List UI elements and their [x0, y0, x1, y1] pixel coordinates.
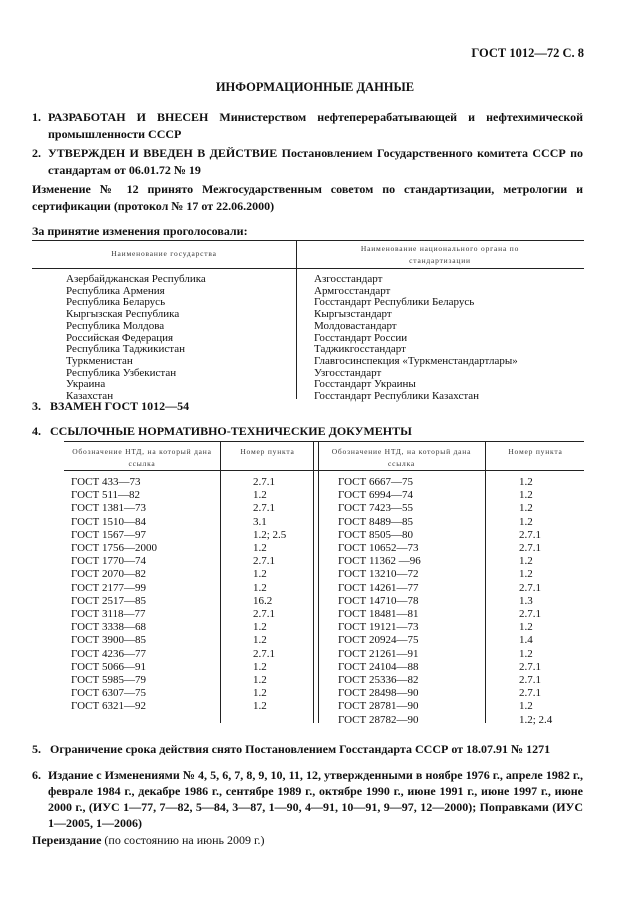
ref-doc-cell: ГОСТ 1567—97	[71, 528, 146, 541]
ref-item-cell: 1.4	[519, 634, 533, 647]
reissue-note	[32, 833, 265, 848]
ref-doc-cell: ГОСТ 28498—90	[338, 687, 419, 700]
ref-doc-cell: ГОСТ 20924—75	[338, 634, 419, 647]
ref-item-cell: 1.2	[253, 660, 267, 673]
ref-doc-cell: ГОСТ 8505—80	[338, 528, 413, 541]
ref-doc-cell: ГОСТ 3338—68	[71, 621, 146, 634]
ref-doc-cell: ГОСТ 8489—85	[338, 515, 413, 528]
section-lead: РАЗРАБОТАН И ВНЕСЕН	[48, 110, 209, 124]
ref-doc-cell: ГОСТ 18481—81	[338, 608, 419, 620]
section-2	[32, 145, 583, 179]
section-1	[32, 109, 583, 143]
section-text: Министерством нефтеперерабатывающей и нефтехимической промышленности СССР	[48, 110, 583, 141]
ref-item-cell: 1.2	[253, 489, 267, 502]
ref-item-cell: 2.7.1	[519, 608, 541, 620]
ref-item-cell: 1.3	[519, 594, 533, 607]
section-text: ССЫЛОЧНЫЕ НОРМАТИВНО-ТЕХНИЧЕСКИЕ ДОКУМЕНТЫ	[50, 424, 412, 438]
refs-header-doc-right: Обозначение НТД, на который дана ссылка	[331, 447, 472, 468]
voting-state-cell: Республика Молдова	[66, 319, 165, 332]
section-4	[32, 424, 412, 439]
amendment-text: Изменение № 12 принято Межгосударственным советом по стандартизации, метрологии и сертификации (протокол № 17 от 22.06.2000)	[32, 182, 583, 213]
ref-item-cell: 3.1	[253, 515, 267, 528]
ref-doc-cell: ГОСТ 7423—55	[338, 502, 413, 515]
voting-state-cell: Кыргызская Республика	[66, 308, 180, 321]
page-title: ИНФОРМАЦИОННЫЕ ДАННЫЕ	[215, 80, 415, 94]
voting-body-cell: Армгосстандарт	[314, 284, 391, 297]
amendment-note	[32, 181, 583, 215]
voting-body-cell: Госстандарт Республики Казахстан	[314, 390, 480, 402]
ref-doc-cell: ГОСТ 6994—74	[338, 489, 413, 502]
voting-body-cell: Госстандарт Республики Беларусь	[314, 296, 475, 309]
ref-doc-cell: ГОСТ 10652—73	[338, 542, 419, 554]
ref-item-cell: 16.2	[253, 594, 273, 607]
ref-doc-cell: ГОСТ 1381—73	[71, 502, 146, 515]
ref-item-cell: 1.2	[519, 515, 533, 528]
ref-item-cell: 1.2	[519, 555, 533, 568]
voting-header-body: Наименование национального органа по стандартизации	[360, 244, 520, 265]
ref-doc-cell: ГОСТ 28781—90	[338, 700, 419, 713]
ref-doc-cell: ГОСТ 3900—85	[71, 634, 146, 647]
section-5	[32, 742, 550, 757]
ref-item-cell: 1.2	[253, 542, 267, 554]
ref-item-cell: 2.7.1	[519, 687, 541, 700]
ref-item-cell: 1.2	[519, 568, 533, 581]
voting-body-cell: Госстандарт Украины	[314, 378, 416, 391]
section-lead: УТВЕРЖДЕН И ВВЕДЕН В ДЕЙСТВИЕ	[48, 146, 278, 160]
ref-doc-cell: ГОСТ 28782—90	[338, 713, 419, 726]
ref-item-cell: 1.2	[253, 674, 267, 686]
ref-item-cell: 2.7.1	[519, 542, 541, 554]
voting-state-cell: Казахстан	[66, 390, 114, 402]
ref-item-cell: 1.2	[519, 502, 533, 515]
voting-body-cell: Молдовастандарт	[314, 319, 397, 332]
section-number: 2.	[32, 146, 41, 160]
ref-doc-cell: ГОСТ 21261—91	[338, 647, 419, 660]
voting-state-cell: Азербайджанская Республика	[66, 273, 206, 285]
section-text: ВЗАМЕН ГОСТ 1012—54	[50, 399, 190, 413]
page-header: ГОСТ 1012—72 С. 8	[471, 46, 584, 60]
ref-doc-cell: ГОСТ 2177—99	[71, 581, 146, 594]
ref-doc-cell: ГОСТ 6321—92	[71, 700, 146, 713]
section-text: Постановлением Государственного комитета СССР по стандартам от 06.01.72 № 19	[48, 146, 583, 177]
voting-state-cell: Туркменистан	[66, 354, 133, 367]
ref-doc-cell: ГОСТ 2517—85	[71, 594, 146, 607]
voting-state-cell: Республика Армения	[66, 284, 165, 297]
section-number: 5.	[32, 742, 41, 756]
section-3	[32, 399, 189, 414]
voting-body-cell: Кыргызстандарт	[314, 308, 392, 321]
ref-doc-cell: ГОСТ 1510—84	[71, 515, 146, 528]
ref-doc-cell: ГОСТ 1756—2000	[71, 542, 157, 554]
reissue-lead: Переиздание	[32, 833, 102, 847]
ref-item-cell: 1.2	[519, 476, 533, 488]
voting-state-cell: Республика Узбекистан	[66, 366, 177, 379]
refs-header-item-left: Номер пункта	[240, 447, 295, 456]
ref-doc-cell: ГОСТ 24104—88	[338, 660, 419, 673]
section-text: Ограничение срока действия снято Постановлением Госстандарта СССР от 18.07.91 № 1271	[50, 742, 551, 756]
ref-item-cell: 2.7.1	[519, 674, 541, 686]
ref-doc-cell: ГОСТ 6667—75	[338, 476, 413, 488]
section-number: 4.	[32, 424, 41, 438]
section-6	[32, 767, 583, 831]
ref-doc-cell: ГОСТ 6307—75	[71, 687, 146, 700]
voting-body-cell: Узгосстандарт	[314, 366, 382, 379]
ref-item-cell: 1.2	[253, 581, 267, 594]
section-number: 3.	[32, 399, 41, 413]
ref-item-cell: 2.7.1	[253, 555, 275, 568]
ref-item-cell: 1.2	[253, 687, 267, 700]
ref-item-cell: 2.7.1	[519, 528, 541, 541]
ref-doc-cell: ГОСТ 14710—78	[338, 594, 419, 607]
ref-doc-cell: ГОСТ 3118—77	[71, 608, 146, 620]
ref-item-cell: 1.2	[253, 568, 267, 581]
ref-doc-cell: ГОСТ 1770—74	[71, 555, 146, 568]
section-text: Издание с Изменениями № 4, 5, 6, 7, 8, 9, 10, 11, 12, утвержденными в ноябре 1976 г., апреле 1982 г., феврале 1984 г., декабре 1986 г., сентябре 1989 г., октябре 1990 г., июне 1991 г., июне 1997 г., июне 2000 г., (ИУС 1—77, 7—82, 5—84, 3—87, 1—90, 4—91, 10—91, 9—97, 12—2000); Поправками (ИУС 1—2005, 1—2006)	[48, 768, 583, 830]
ref-item-cell: 1.2	[519, 700, 533, 713]
ref-item-cell: 1.2	[519, 647, 533, 660]
ref-doc-cell: ГОСТ 25336—82	[338, 674, 419, 686]
ref-item-cell: 1.2	[519, 621, 533, 634]
refs-header-item-right: Номер пункта	[508, 447, 563, 456]
voting-body-cell: Таджикгосстандарт	[314, 343, 406, 356]
ref-doc-cell: ГОСТ 511—82	[71, 489, 141, 502]
ref-item-cell: 2.7.1	[253, 608, 275, 620]
ref-item-cell: 1.2; 2.5	[253, 528, 287, 541]
reissue-text: (по состоянию на июнь 2009 г.)	[101, 833, 265, 847]
refs-header-doc-left: Обозначение НТД, на который дана ссылка	[72, 447, 212, 468]
ref-doc-cell: ГОСТ 433—73	[71, 476, 141, 488]
ref-item-cell: 2.7.1	[253, 647, 275, 660]
voting-body-cell: Азгосстандарт	[314, 273, 383, 285]
section-number: 6.	[32, 768, 41, 782]
ref-item-cell: 1.2	[253, 634, 267, 647]
voting-body-cell: Главгосинспекция «Туркменстандартлары»	[314, 354, 518, 367]
ref-item-cell: 2.7.1	[253, 502, 275, 515]
ref-doc-cell: ГОСТ 5985—79	[71, 674, 146, 686]
ref-doc-cell: ГОСТ 19121—73	[338, 621, 419, 634]
voting-body-cell: Госстандарт России	[314, 331, 408, 344]
ref-doc-cell: ГОСТ 2070—82	[71, 568, 146, 581]
voting-state-cell: Российская Федерация	[66, 331, 174, 344]
section-number: 1.	[32, 110, 41, 124]
voting-header-state: Наименование государства	[111, 249, 217, 258]
ref-item-cell: 2.7.1	[253, 476, 275, 488]
ref-doc-cell: ГОСТ 14261—77	[338, 581, 419, 594]
ref-doc-cell: ГОСТ 13210—72	[338, 568, 419, 581]
voting-state-cell: Республика Беларусь	[66, 296, 166, 309]
ref-item-cell: 1.2	[519, 489, 533, 502]
voted-title: За принятие изменения проголосовали:	[32, 224, 248, 238]
voting-state-cell: Украина	[66, 378, 106, 391]
ref-item-cell: 2.7.1	[519, 660, 541, 673]
voting-state-cell: Республика Таджикистан	[66, 343, 185, 356]
ref-item-cell: 1.2	[253, 700, 267, 713]
ref-doc-cell: ГОСТ 11362 —96	[338, 555, 421, 568]
ref-doc-cell: ГОСТ 4236—77	[71, 647, 146, 660]
ref-doc-cell: ГОСТ 5066—91	[71, 660, 146, 673]
ref-item-cell: 1.2	[253, 621, 267, 634]
ref-item-cell: 1.2; 2.4	[519, 713, 553, 726]
ref-item-cell: 2.7.1	[519, 581, 541, 594]
